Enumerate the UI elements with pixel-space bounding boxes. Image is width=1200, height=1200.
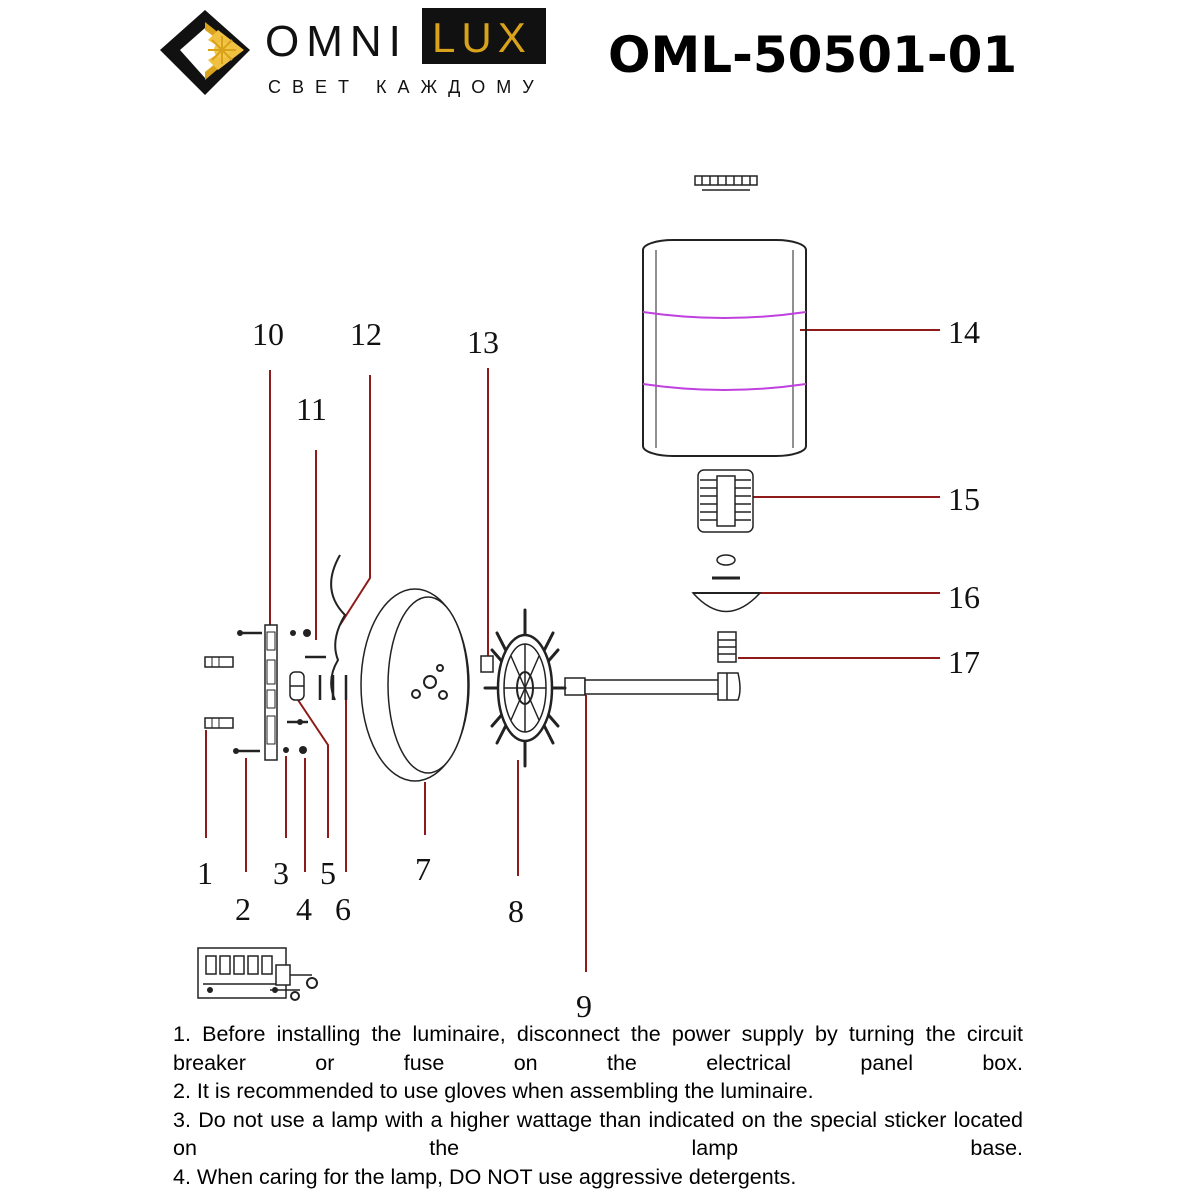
part-number-2: 2 xyxy=(235,891,251,927)
part-number-9: 9 xyxy=(576,988,592,1024)
note-3 xyxy=(173,1106,1023,1163)
part-number-17: 17 xyxy=(948,644,980,680)
part-number-14: 14 xyxy=(948,314,980,350)
brand-tagline: СВЕТ КАЖДОМУ xyxy=(268,77,545,97)
note-3-text: 3. Do not use a lamp with a higher wattage than indicated on the special sticker located on the lamp base. xyxy=(173,1107,1023,1160)
part-number-16: 16 xyxy=(948,579,980,615)
part-number-5: 5 xyxy=(320,855,336,891)
part-number-8: 8 xyxy=(508,893,524,929)
part-number-1: 1 xyxy=(197,855,213,891)
wall-canopy xyxy=(361,589,469,781)
part-number-11: 11 xyxy=(296,391,327,427)
bushing xyxy=(481,656,493,672)
brand-name-right: LUX xyxy=(432,14,532,61)
threaded-nipple xyxy=(718,632,736,662)
part-number-10: 10 xyxy=(252,316,284,352)
lamp-socket xyxy=(698,470,753,578)
note-2: 2. It is recommended to use gloves when assembling the luminaire. xyxy=(173,1079,814,1103)
ship-wheel xyxy=(485,610,565,766)
brand-logo xyxy=(160,8,546,97)
part-number-6: 6 xyxy=(335,891,351,927)
lamp-shade xyxy=(643,176,806,456)
lamp-arm xyxy=(565,673,740,700)
wall-dowel xyxy=(205,657,233,728)
part-number-12: 12 xyxy=(350,316,382,352)
brand-logo-mark xyxy=(160,10,250,95)
mounting-plate xyxy=(265,625,277,760)
part-number-15: 15 xyxy=(948,481,980,517)
safety-notes xyxy=(173,1020,1023,1191)
part-number-3: 3 xyxy=(273,855,289,891)
brand-name-left: OMNI xyxy=(265,17,408,66)
socket-cup xyxy=(693,593,760,612)
note-1 xyxy=(173,1020,1023,1077)
note-1-text: 1. Before installing the luminaire, disconnect the power supply by turning the circuit breaker or fuse on the electrical panel box. xyxy=(173,1022,1023,1075)
note-4: 4. When caring for the lamp, DO NOT use aggressive detergents. xyxy=(173,1164,797,1189)
terminal-block xyxy=(198,948,317,1000)
part-number-7: 7 xyxy=(415,851,431,887)
model-number: OML-50501-01 xyxy=(608,26,1018,84)
part-number-13: 13 xyxy=(467,324,499,360)
part-number-4: 4 xyxy=(296,891,312,927)
